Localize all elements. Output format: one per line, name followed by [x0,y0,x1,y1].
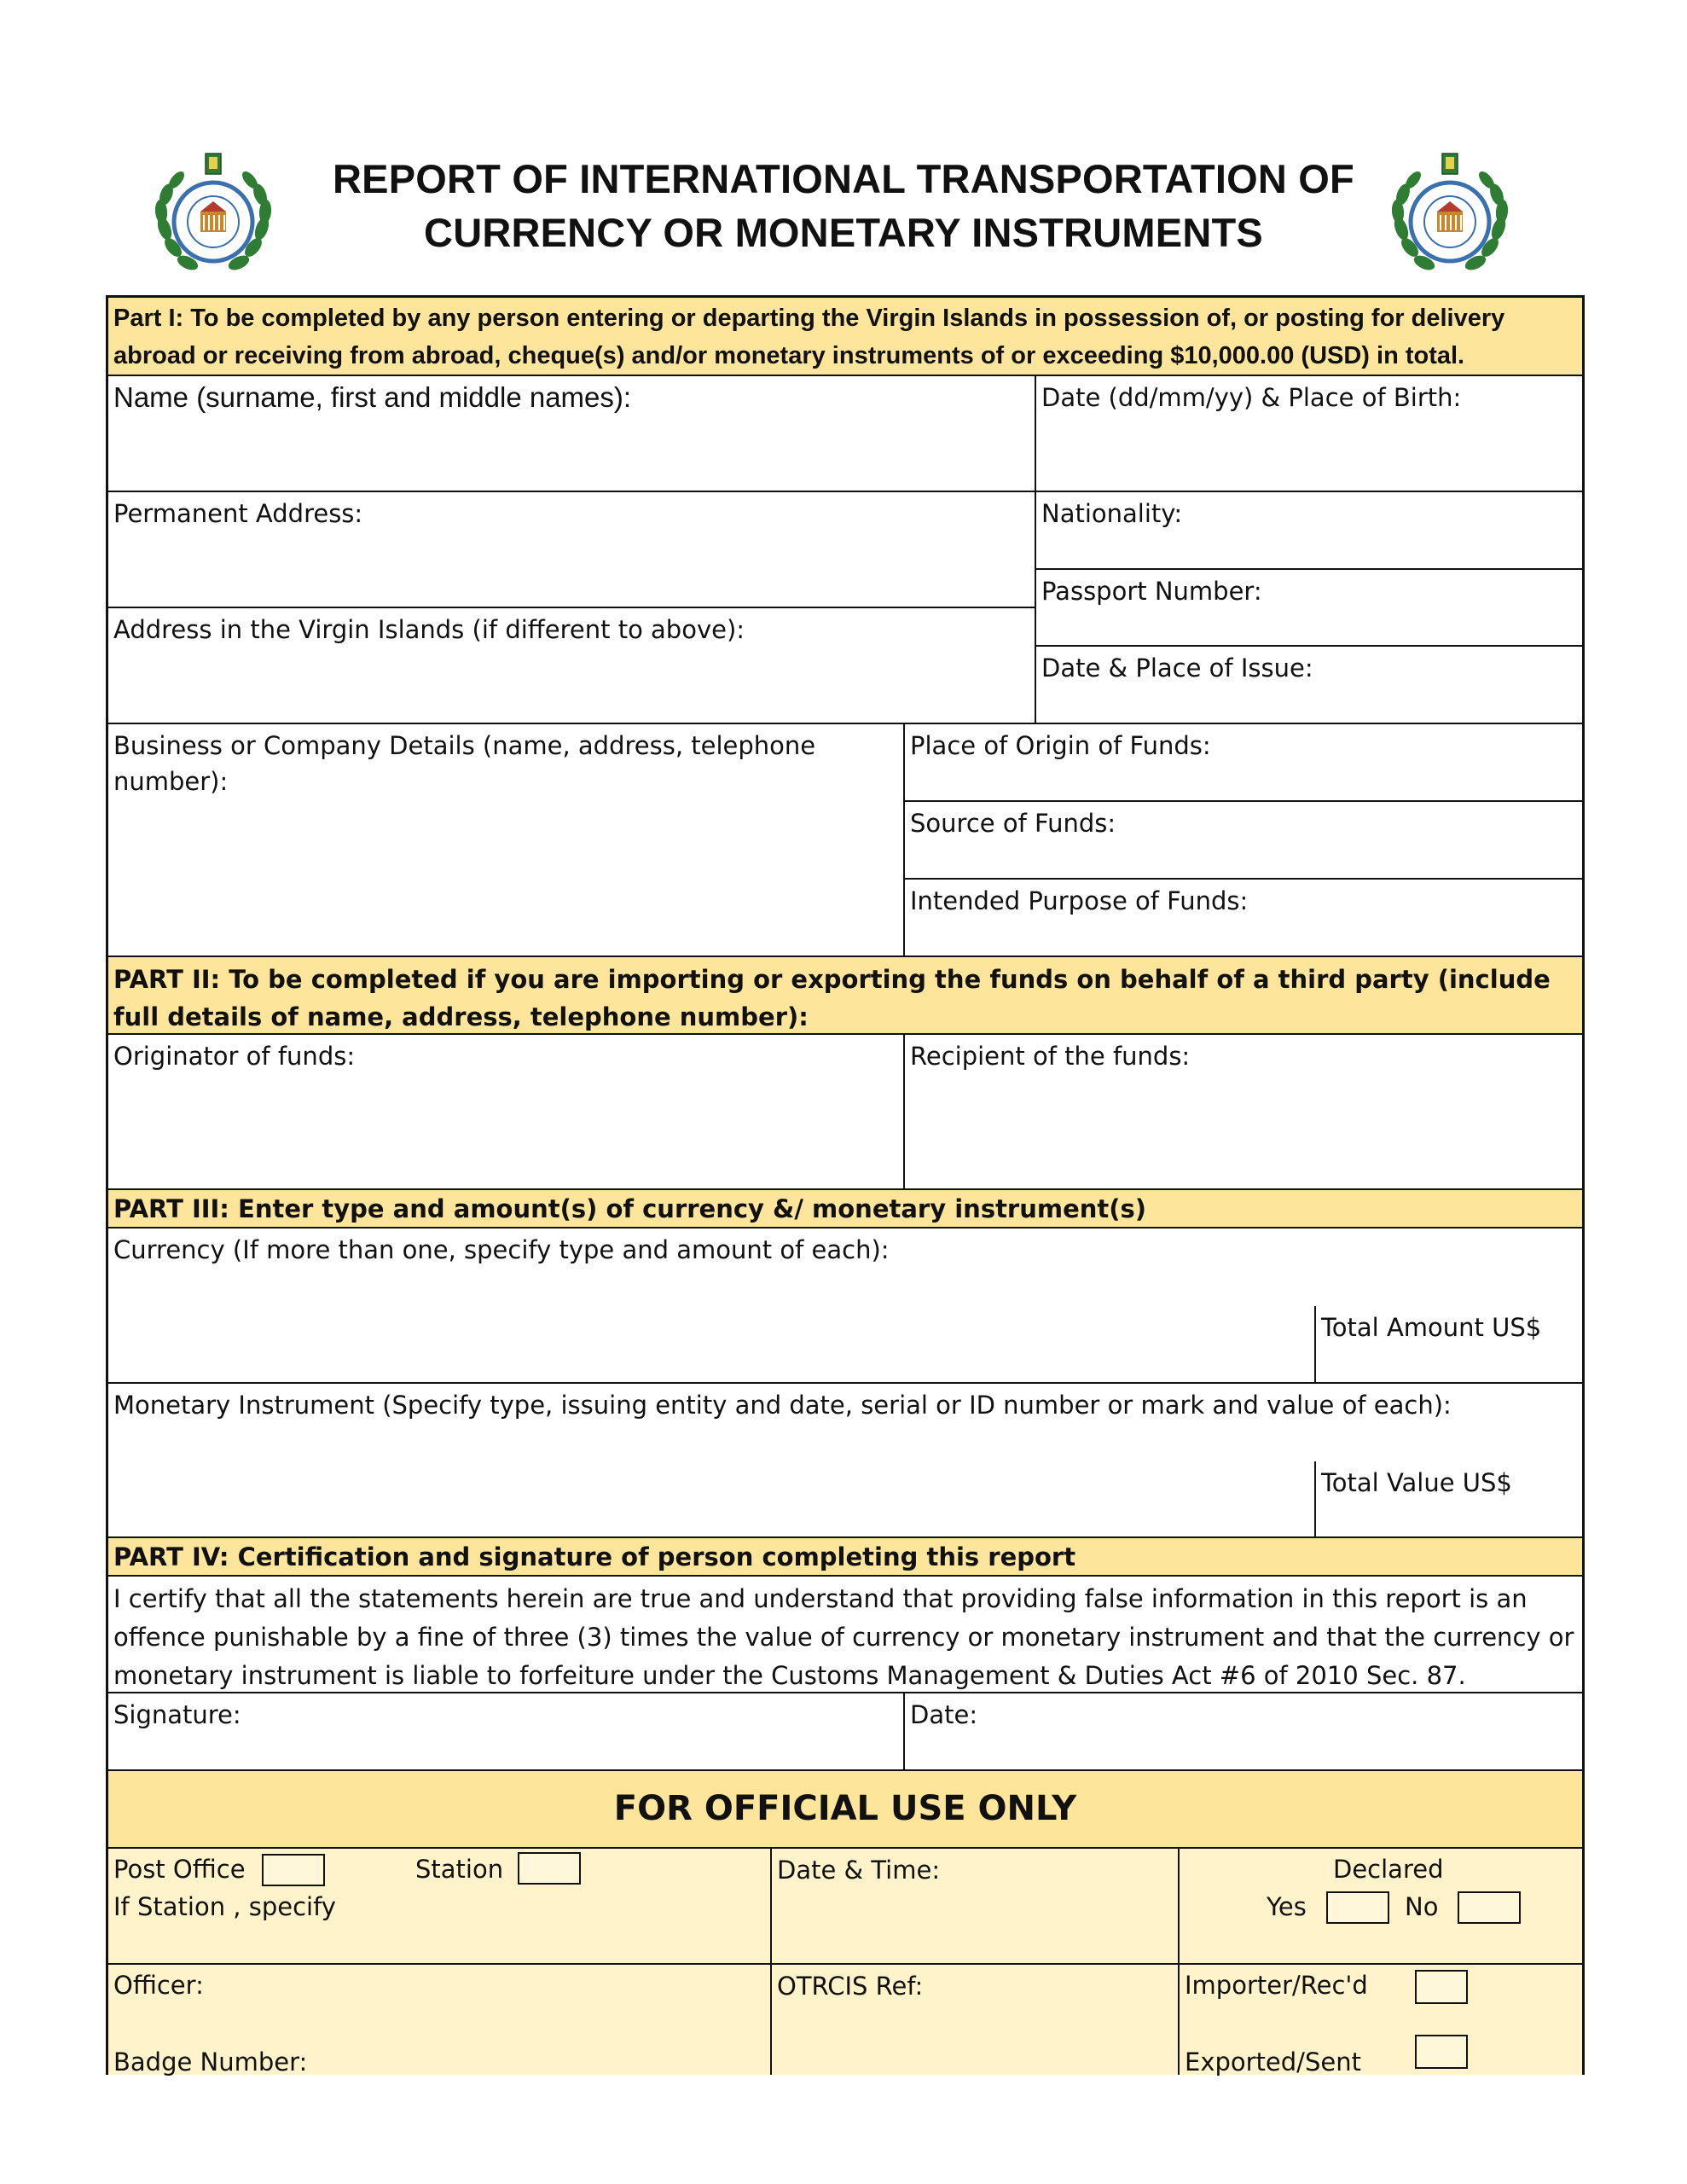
report-form [106,295,1585,2075]
permanent-address-field[interactable] [108,492,1036,608]
purpose-field[interactable] [905,880,1582,957]
official-use-heading: FOR OFFICIAL USE ONLY [108,1771,1582,1849]
total-value-label: Total Value US$ [1321,1468,1512,1497]
source-label: Source of Funds: [910,809,1116,838]
declared-area [1180,1849,1582,1965]
originator-label: Originator of funds: [113,1042,356,1071]
vi-address-label: Address in the Virgin Islands (if different to above): [113,615,745,644]
declared-yes-checkbox[interactable] [1326,1891,1389,1924]
passport-label: Passport Number: [1041,577,1262,606]
currency-label: Currency (If more than one, specify type and amount of each): [113,1235,890,1264]
dob-label: Date (dd/mm/yy) & Place of Birth: [1041,383,1462,412]
total-value-field[interactable] [1314,1461,1582,1538]
permanent-address-label: Permanent Address: [113,499,363,528]
officer-label: Officer: [113,1971,204,2000]
if-station-label: If Station , specify [113,1892,336,1921]
originator-field[interactable] [108,1035,905,1190]
certification-text: I certify that all the statements herein are true and understand that providing false information in this report is an offence punishable by a fine of three (3) times the value of currency or monetary instrument and that the currency or monetary instrument is liable to forfeiture under the Customs Management & Duties Act #6 of 2010 Sec. 87. [108,1577,1582,1693]
date-time-label: Date & Time: [777,1856,941,1885]
part3-heading: PART III: Enter type and amount(s) of currency &/ monetary instrument(s) [108,1190,1582,1228]
yes-label: Yes [1267,1892,1307,1921]
recipient-label: Recipient of the funds: [910,1042,1191,1071]
part2-heading: PART II: To be completed if you are importing or exporting the funds on behalf of a third party (include full details of name, address, telephone number): [108,957,1582,1035]
vi-address-field[interactable] [108,608,1036,724]
nationality-label: Nationality: [1041,499,1183,528]
declared-no-checkbox[interactable] [1458,1891,1521,1924]
purpose-label: Intended Purpose of Funds: [910,886,1249,915]
station-checkbox[interactable] [518,1852,581,1885]
post-office-label: Post Office [113,1855,246,1884]
business-label: Business or Company Details (name, address, telephone number): [113,731,816,796]
post-office-checkbox[interactable] [262,1854,325,1886]
date-label: Date: [910,1700,978,1729]
total-amount-label: Total Amount US$ [1321,1313,1542,1342]
date-field[interactable] [905,1693,1582,1771]
monetary-label: Monetary Instrument (Specify type, issuing entity and date, serial or ID number or mark and value of each): [113,1391,1452,1420]
post-station-area [108,1849,772,1965]
part4-heading: PART IV: Certification and signature of person completing this report [108,1538,1582,1577]
importer-label: Importer/Rec'd [1185,1971,1368,2000]
station-label: Station [415,1855,504,1884]
exported-label: Exported/Sent [1185,2048,1361,2077]
nationality-field[interactable] [1036,492,1582,570]
passport-field[interactable] [1036,570,1582,647]
recipient-field[interactable] [905,1035,1582,1190]
title-line-2: CURRENCY OR MONETARY INSTRUMENTS [424,210,1263,255]
total-amount-field[interactable] [1314,1306,1582,1384]
direction-area [1180,1965,1582,2075]
page-title [239,152,1448,259]
badge-label: Badge Number: [113,2048,308,2077]
otrcis-field[interactable] [772,1965,1180,2075]
origin-label: Place of Origin of Funds: [910,731,1211,760]
dob-field[interactable] [1036,376,1582,492]
exported-checkbox[interactable] [1415,2035,1468,2069]
source-field[interactable] [905,802,1582,880]
declared-label: Declared [1333,1855,1444,1884]
date-time-field[interactable] [772,1849,1180,1965]
name-label: Name (surname, first and middle names): [113,381,632,413]
officer-area[interactable] [108,1965,772,2075]
signature-label: Signature: [113,1700,241,1729]
origin-field[interactable] [905,724,1582,802]
issue-field[interactable] [1036,647,1582,724]
issue-label: Date & Place of Issue: [1041,653,1313,682]
title-line-1: REPORT OF INTERNATIONAL TRANSPORTATION OF [333,156,1354,201]
part1-heading: Part I: To be completed by any person entering or departing the Virgin Islands in possession of, or posting for delivery abroad or receiving from abroad, cheque(s) and/or monetary instruments of or exceeding $10,000.00 (USD) in total. [108,298,1582,376]
signature-field[interactable] [108,1693,905,1771]
importer-checkbox[interactable] [1415,1970,1468,2004]
no-label: No [1405,1892,1439,1921]
otrcis-label: OTRCIS Ref: [777,1972,924,2001]
name-field[interactable] [108,376,1036,492]
business-field[interactable] [108,724,905,957]
